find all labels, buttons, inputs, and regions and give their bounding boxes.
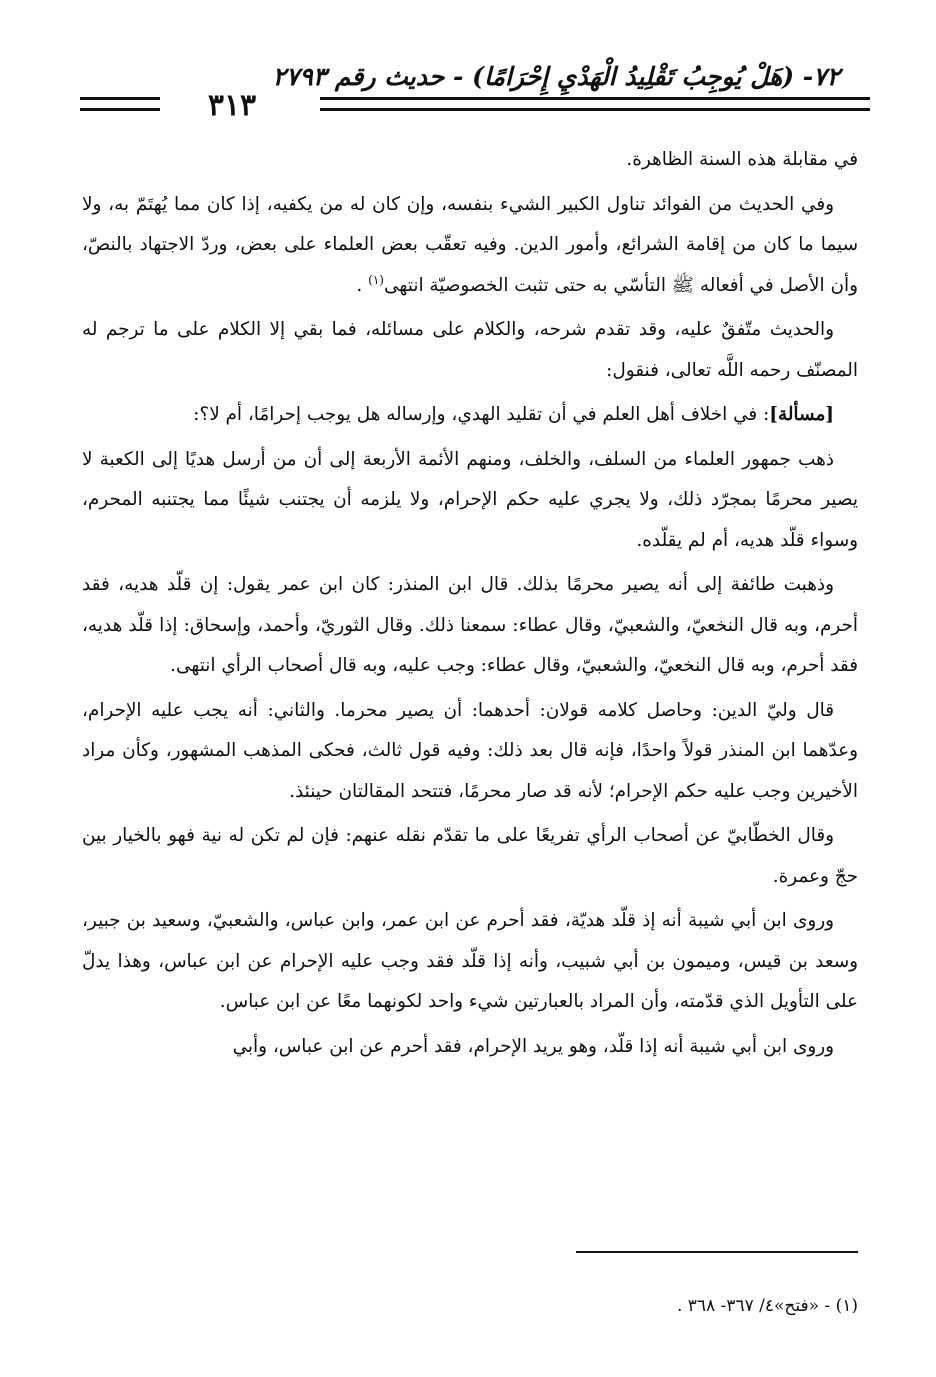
paragraph: ذهب جمهور العلماء من السلف، والخلف، ومنهم الأئمة الأربعة إلى أن من أرسل هديًا إلى الكعبة لا يصير محرمًا بمجرّد ذلك، ولا يجري عليه حكم الإحرام، ولا يلزمه أن يجتنب شيئًا مما يجتنبه المحرم، وسواء قلّد هديه، أم لم يقلّده.: [82, 448, 858, 551]
paragraph: والحديث متّفقٌ عليه، وقد تقدم شرحه، والكلام على مسائله، فما بقي إلا الكلام على ما ترجم له المصنّف رحمه اللَّه تعالى، فنقول:: [82, 319, 858, 381]
footnote: (١) - «فتح»٤/ ٣٦٧- ٣٦٨ .: [676, 1296, 858, 1316]
issue-label: [مسألة]: [769, 404, 834, 425]
paragraph-text: : في اخلاف أهل العلم في أن تقليد الهدي، وإرساله هل يوجب إحرامًا، أم لا؟:: [193, 404, 770, 425]
paragraph: [82, 185, 858, 307]
paragraph: في مقابلة هذه السنة الظاهرة.: [626, 149, 858, 170]
paragraph: وقال الخطّابيّ عن أصحاب الرأي تفريعًا على ما تقدّم نقله عنهم: فإن لم تكن له نية فهو بالخيار بين حجّ وعمرة.: [82, 825, 858, 887]
paragraph: وذهبت طائفة إلى أنه يصير محرمًا بذلك. قال ابن المنذر: كان ابن عمر يقول: إن قلّد هديه، فقد أحرم، وبه قال النخعيّ، والشعبيّ، وقال عطاء: سمعنا ذلك. وقال الثوريّ، وأحمد، وإسحاق: إذا قلّد هديه، فقد أحرم، وبه قال النخعيّ، والشعبيّ، وقال عطاء: وجب عليه، وبه قال أصحاب الرأي انتهى.: [82, 574, 858, 676]
paragraph: وروى ابن أبي شيبة أنه إذا قلّد، وهو يريد الإحرام، فقد أحرم عن ابن عباس، وأبي: [232, 1035, 834, 1057]
footnote-separator: [576, 1251, 858, 1253]
page-number: ٣١٣: [207, 88, 257, 123]
paragraph-end: .: [356, 274, 363, 296]
footnote-ref: (١): [368, 272, 384, 287]
paragraph: وروى ابن أبي شيبة أنه إذ قلّد هديّة، فقد أحرم عن ابن عمر، وابن عباس، والشعبيّ، وسعيد بن جبير، وسعد بن قيس، وميمون بن أبي شبيب، وأنه إذا قلّد فقد وجب عليه الإحرام عن ابن عباس، وهذا يدلّ على التأويل الذي قدّمته، وأن المراد بالعبارتين شيء واحد لكونهما معًا عن ابن عباس.: [82, 910, 858, 1012]
header-rule-right: [320, 97, 870, 111]
chapter-title: ٧٢- (هَلْ يُوجِبُ تَقْلِيدُ الْهَدْيِ إِحْرَامًا) - حديث رقم ٢٧٩٣: [272, 62, 840, 91]
paragraph-text: وفي الحديث من الفوائد تناول الكبير الشيء بنفسه، وإن كان له من يكفيه، إذا كان مما يُهتَمّ به، ولا سيما ما كان من إقامة الشرائع، وأمور الدين. وفيه تعقّب بعض العلماء على بعض، وردّ الاجتهاد بالنصّ، وأن الأصل في أفعاله ﷺ التأسّي به حتى تثبت الخصوصيّة انتهى: [82, 193, 858, 296]
header-rule-left: [80, 97, 160, 111]
paragraph: [82, 395, 858, 436]
main-text: [82, 140, 858, 1071]
running-header: [80, 62, 870, 126]
paragraph: قال وليّ الدين: وحاصل كلامه قولان: أحدهما: أن يصير محرما. والثاني: أنه يجب عليه الإحرام، وعدّهما ابن المنذر قولاً واحدًا، فإنه قال بعد ذلك: وفيه قول ثالث، فحكى المذهب المشهور، وكأن مراد الأخيرين وجب عليه حكم الإحرام؛ لأنه قد صار محرمًا، فتتحد المقالتان حينئذ.: [82, 699, 858, 802]
